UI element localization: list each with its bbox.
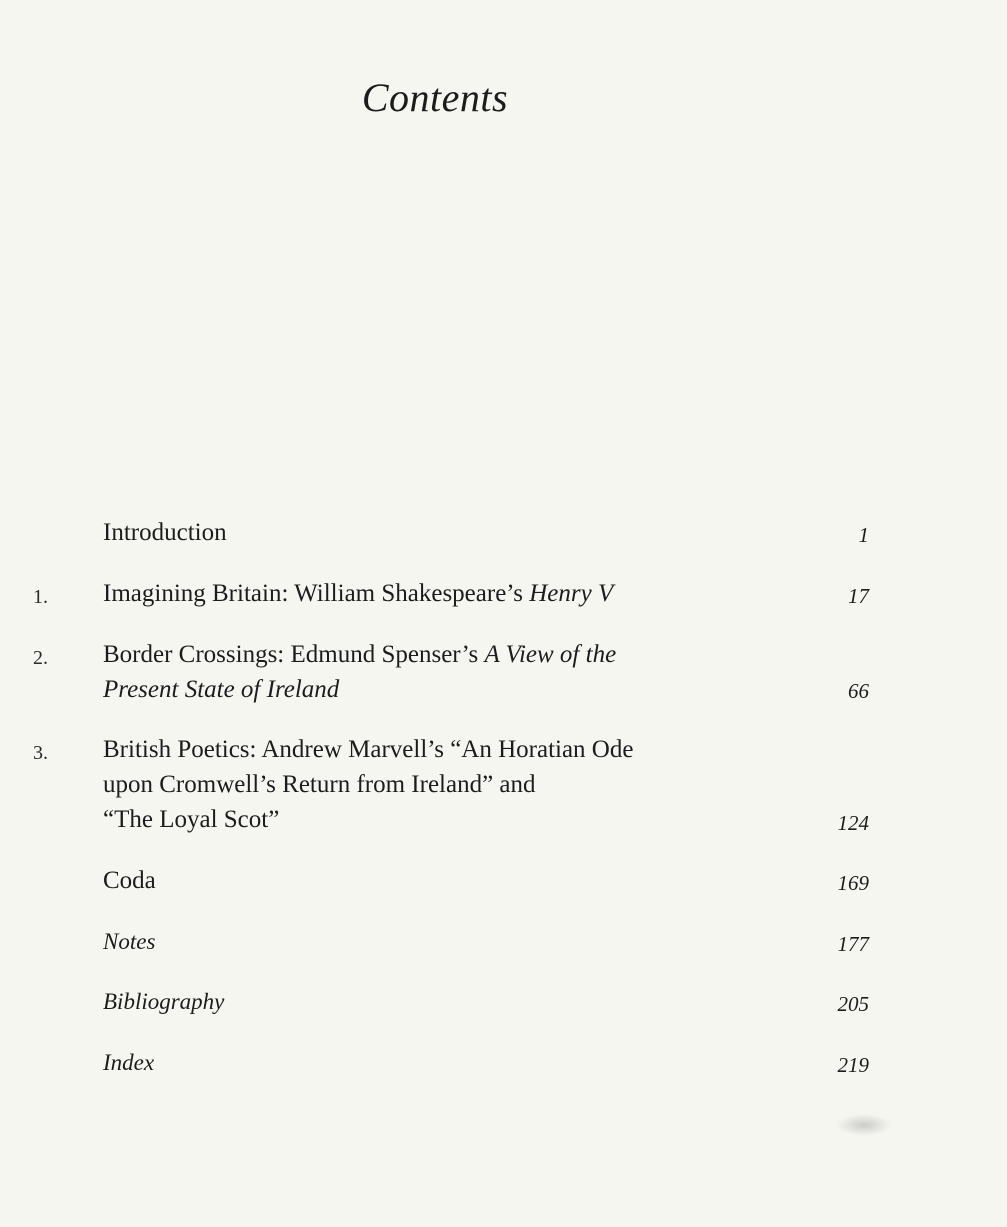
- toc-entry-label: Introduction: [103, 519, 227, 546]
- toc-page-number: 219: [837, 1053, 869, 1077]
- title-italic: Henry V: [529, 580, 614, 607]
- title-text: Imagining Britain: William Shakespeare’s: [103, 580, 530, 607]
- toc-page-number: 205: [837, 992, 869, 1016]
- toc-entry-label: Notes: [103, 929, 156, 954]
- toc-entry-title-line-3: “The Loyal Scot”: [103, 806, 280, 833]
- toc-page-number: 66: [848, 679, 869, 703]
- toc-page-number: 124: [837, 811, 869, 835]
- toc-page-number: 177: [837, 932, 869, 956]
- toc-entry-title-line-2: upon Cromwell’s Return from Ireland” and: [103, 771, 536, 798]
- chapter-number: 1.: [33, 586, 48, 608]
- page-title: Contents: [361, 75, 509, 120]
- toc-page-number: 169: [837, 871, 869, 895]
- toc-page-number: 1: [858, 523, 869, 547]
- toc-entry-label: Index: [103, 1050, 155, 1075]
- scan-smudge: [836, 1114, 892, 1136]
- chapter-number: 2.: [33, 647, 48, 669]
- toc-entry-label: Bibliography: [103, 989, 225, 1014]
- toc-entry-title-line-1: British Poetics: Andrew Marvell’s “An Horatian Ode: [103, 736, 634, 763]
- title-text: Border Crossings: Edmund Spenser’s: [103, 641, 485, 668]
- toc-entry-label: Coda: [103, 867, 156, 894]
- toc-page-number: 17: [848, 584, 869, 608]
- toc-entry-title: [103, 579, 613, 609]
- toc-entry-title-line-2: Present State of Ireland: [103, 676, 340, 703]
- toc-entry-title-line-1: [103, 640, 616, 670]
- chapter-number: 3.: [33, 742, 48, 764]
- title-italic: A View of the: [484, 641, 617, 668]
